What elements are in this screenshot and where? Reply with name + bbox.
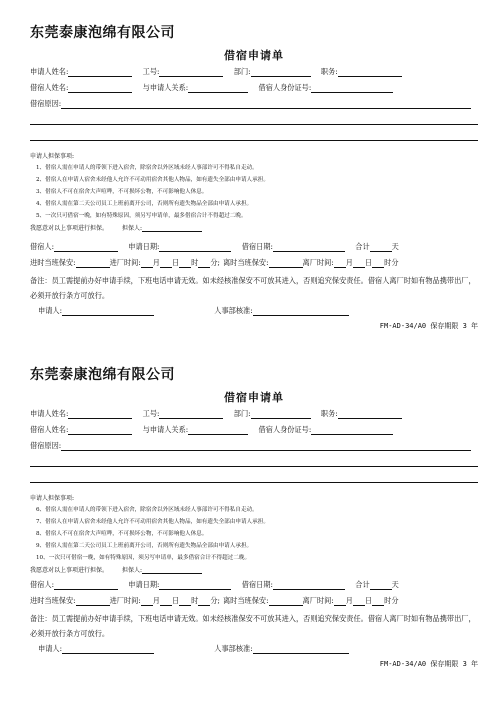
- term-item: 8、借宿人不可在宿舍大声喧哗，不可损坏公物，不可影响他人休息。: [36, 531, 208, 537]
- position-field[interactable]: [338, 68, 402, 77]
- job-no-field[interactable]: [159, 68, 223, 77]
- relation-field[interactable]: [188, 426, 248, 435]
- form-2: [30, 364, 478, 669]
- in-hour-field[interactable]: [179, 259, 191, 268]
- reason-field[interactable]: [61, 442, 471, 451]
- reason-field[interactable]: [61, 100, 471, 109]
- out-day-field[interactable]: [353, 259, 365, 268]
- form-title: 借宿申请单: [224, 49, 284, 62]
- apply-date-field[interactable]: [159, 243, 231, 252]
- apply-date-label: 申请日期:: [128, 580, 160, 589]
- sign-row: [30, 644, 478, 654]
- relation-label: 与申请人关系:: [142, 83, 189, 92]
- position-label: 职务:: [320, 67, 338, 76]
- total-field[interactable]: [370, 243, 392, 252]
- guarantor-field[interactable]: [142, 224, 202, 232]
- in-hour-field[interactable]: [179, 597, 191, 606]
- guarantor-label: 担保人:: [121, 225, 142, 232]
- out-guard-field[interactable]: [269, 259, 303, 268]
- position-field[interactable]: [338, 410, 402, 419]
- out-month-field[interactable]: [334, 259, 346, 268]
- in-time-label: 进厂时间:: [109, 596, 141, 605]
- company-name: 东莞泰康泡绵有限公司: [30, 25, 175, 41]
- term-item: 6、借宿人需在申请人的带领下进入宿舍，除宿舍以外区域未经人事部许可不得私自走动。: [36, 507, 258, 513]
- in-minute-field[interactable]: [198, 259, 210, 268]
- out-guard-label: 离时当班保安:: [222, 258, 269, 267]
- applicant-row: [30, 67, 478, 77]
- in-month-field[interactable]: [141, 259, 153, 268]
- dept-field[interactable]: [251, 410, 311, 419]
- stay-date-field[interactable]: [273, 243, 345, 252]
- hr-approve-label: 人事部核准:: [214, 644, 253, 653]
- guest-id-field[interactable]: [311, 426, 393, 435]
- reason-line-3[interactable]: [30, 140, 478, 141]
- guarantee-row: [30, 565, 478, 574]
- in-month-field[interactable]: [141, 597, 153, 606]
- term-item: 10、一次只可借宿一晚，如有特殊原因，须另写申请单，最多借宿合计不得超过二晚。: [36, 555, 251, 561]
- term-item: 5、一次只可借宿一晚，如有特殊原因，须另写申请单，最多借宿合计不得超过二晚。: [36, 213, 247, 219]
- guarantee-row: [30, 223, 478, 232]
- guest-name-label: 借宿人姓名:: [30, 83, 69, 92]
- term-item: 9、借宿人需在第二天公司员工上班前离开公司，否则所有遗失物品全部由申请人承担。: [36, 543, 253, 549]
- total-field[interactable]: [370, 581, 392, 590]
- out-hour-field[interactable]: [372, 259, 384, 268]
- guest-row: [30, 83, 478, 93]
- company-name: 东莞泰康泡绵有限公司: [30, 367, 175, 383]
- in-day-field[interactable]: [160, 597, 172, 606]
- term-item: 4、借宿人需在第二天公司员工上班前离开公司，否则所有遗失物品全部由申请人承担。: [36, 201, 253, 207]
- term-item: 3、借宿人不可在宿舍大声喧哗，不可损坏公物，不可影响他人休息。: [36, 189, 208, 195]
- form-title: 借宿申请单: [224, 391, 284, 404]
- sign-row: [30, 306, 478, 316]
- total-label: 合计: [355, 242, 370, 251]
- terms-title: 申请人担保事项:: [30, 495, 75, 502]
- out-time-label: 离厂时间:: [302, 596, 334, 605]
- guest-sign-field[interactable]: [54, 243, 118, 252]
- apply-date-label: 申请日期:: [128, 242, 160, 251]
- term-item: 1、借宿人需在申请人的带领下进入宿舍，除宿舍以外区域未经人事部许可不得私自走动。: [36, 165, 258, 171]
- out-month-field[interactable]: [334, 597, 346, 606]
- applicant-name-field[interactable]: [68, 410, 132, 419]
- in-time-label: 进厂时间:: [109, 258, 141, 267]
- position-label: 职务:: [320, 409, 338, 418]
- times-row: 进时当班保安: 进厂时间: 月 日 时 分; 离时当班保安: 离厂时间: 月 日 时分: [30, 596, 399, 605]
- note: 备注：员工需提前办好申请手续，下班电话申请无效。如未经核准保安不可放其进入，否则追究保安责任。借宿人离厂时如有物品携带出厂，必须开放行条方可放行。: [30, 614, 476, 638]
- guarantor-field[interactable]: [142, 566, 202, 574]
- applicant-name-label: 申请人姓名:: [30, 67, 69, 76]
- in-guard-label: 进时当班保安:: [30, 596, 76, 605]
- out-guard-field[interactable]: [269, 597, 303, 606]
- form-code: FM-AD-34/A0 保存期限 3 年: [379, 322, 478, 330]
- reason-label: 借宿原因:: [30, 99, 62, 108]
- guarantor-label: 担保人:: [121, 567, 142, 574]
- guest-name-field[interactable]: [68, 84, 132, 93]
- applicant-name-label: 申请人姓名:: [30, 409, 69, 418]
- in-guard-label: 进时当班保安:: [30, 258, 76, 267]
- guest-label: 借宿人:: [30, 580, 54, 589]
- apply-date-field[interactable]: [159, 581, 231, 590]
- form-code: FM-AD-34/A0 保存期限 3 年: [379, 660, 478, 668]
- form-1: [30, 22, 478, 331]
- job-no-field[interactable]: [159, 410, 223, 419]
- out-day-field[interactable]: [353, 597, 365, 606]
- out-guard-label: 离时当班保安:: [222, 596, 269, 605]
- in-guard-field[interactable]: [76, 597, 110, 606]
- total-label: 合计: [355, 580, 370, 589]
- terms-title: 申请人担保事项:: [30, 153, 75, 160]
- guest-id-field[interactable]: [311, 84, 393, 93]
- applicant-sign-label: 申请人:: [38, 644, 62, 653]
- stay-date-field[interactable]: [273, 581, 345, 590]
- reason-row: [30, 99, 478, 109]
- guest-name-field[interactable]: [68, 426, 132, 435]
- guest-sign-field[interactable]: [54, 581, 118, 590]
- dept-label: 部门:: [233, 409, 251, 418]
- relation-field[interactable]: [188, 84, 248, 93]
- in-minute-field[interactable]: [198, 597, 210, 606]
- guest-id-label: 借宿人身份证号:: [258, 83, 312, 92]
- applicant-sign-label: 申请人:: [38, 306, 62, 315]
- stay-date-label: 借宿日期:: [241, 242, 273, 251]
- hr-approve-field[interactable]: [253, 307, 349, 316]
- guarantee-text: 我愿意对以上事项进行担保。: [30, 567, 109, 574]
- out-hour-field[interactable]: [372, 597, 384, 606]
- job-no-label: 工号:: [142, 67, 160, 76]
- reason-row: [30, 441, 478, 451]
- applicant-name-field[interactable]: [68, 68, 132, 77]
- in-day-field[interactable]: [160, 259, 172, 268]
- guest-row: [30, 425, 478, 435]
- guest-label: 借宿人:: [30, 242, 54, 251]
- day-label: 天: [391, 242, 399, 251]
- dates-row: [30, 242, 478, 252]
- times-row: 进时当班保安: 进厂时间: 月 日 时 分; 离时当班保安: 离厂时间: 月 日 时分: [30, 258, 399, 267]
- reason-line-3[interactable]: [30, 482, 478, 483]
- guest-name-label: 借宿人姓名:: [30, 425, 69, 434]
- dept-label: 部门:: [233, 67, 251, 76]
- applicant-row: [30, 409, 478, 419]
- relation-label: 与申请人关系:: [142, 425, 189, 434]
- reason-label: 借宿原因:: [30, 441, 62, 450]
- applicant-sign-field[interactable]: [62, 645, 154, 654]
- dates-row: [30, 580, 478, 590]
- dept-field[interactable]: [251, 68, 311, 77]
- in-guard-field[interactable]: [76, 259, 110, 268]
- applicant-sign-field[interactable]: [62, 307, 154, 316]
- guarantee-text: 我愿意对以上事项进行担保。: [30, 225, 109, 232]
- job-no-label: 工号:: [142, 409, 160, 418]
- day-label: 天: [391, 580, 399, 589]
- guest-id-label: 借宿人身份证号:: [258, 425, 312, 434]
- reason-line-2[interactable]: [30, 124, 478, 125]
- hr-approve-label: 人事部核准:: [214, 306, 253, 315]
- hr-approve-field[interactable]: [253, 645, 349, 654]
- reason-line-2[interactable]: [30, 466, 478, 467]
- term-item: 2、借宿人在申请人宿舍未经他人允许不可动用宿舍其他人物品，如有遗失全部由申请人承担。: [36, 177, 269, 183]
- term-item: 7、借宿人在申请人宿舍未经他人允许不可动用宿舍其他人物品，如有遗失全部由申请人承担。: [36, 519, 269, 525]
- out-time-label: 离厂时间:: [302, 258, 334, 267]
- note: 备注：员工需提前办好申请手续，下班电话申请无效。如未经核准保安不可放其进入，否则追究保安责任。借宿人离厂时如有物品携带出厂，必须开放行条方可放行。: [30, 276, 476, 300]
- stay-date-label: 借宿日期:: [241, 580, 273, 589]
